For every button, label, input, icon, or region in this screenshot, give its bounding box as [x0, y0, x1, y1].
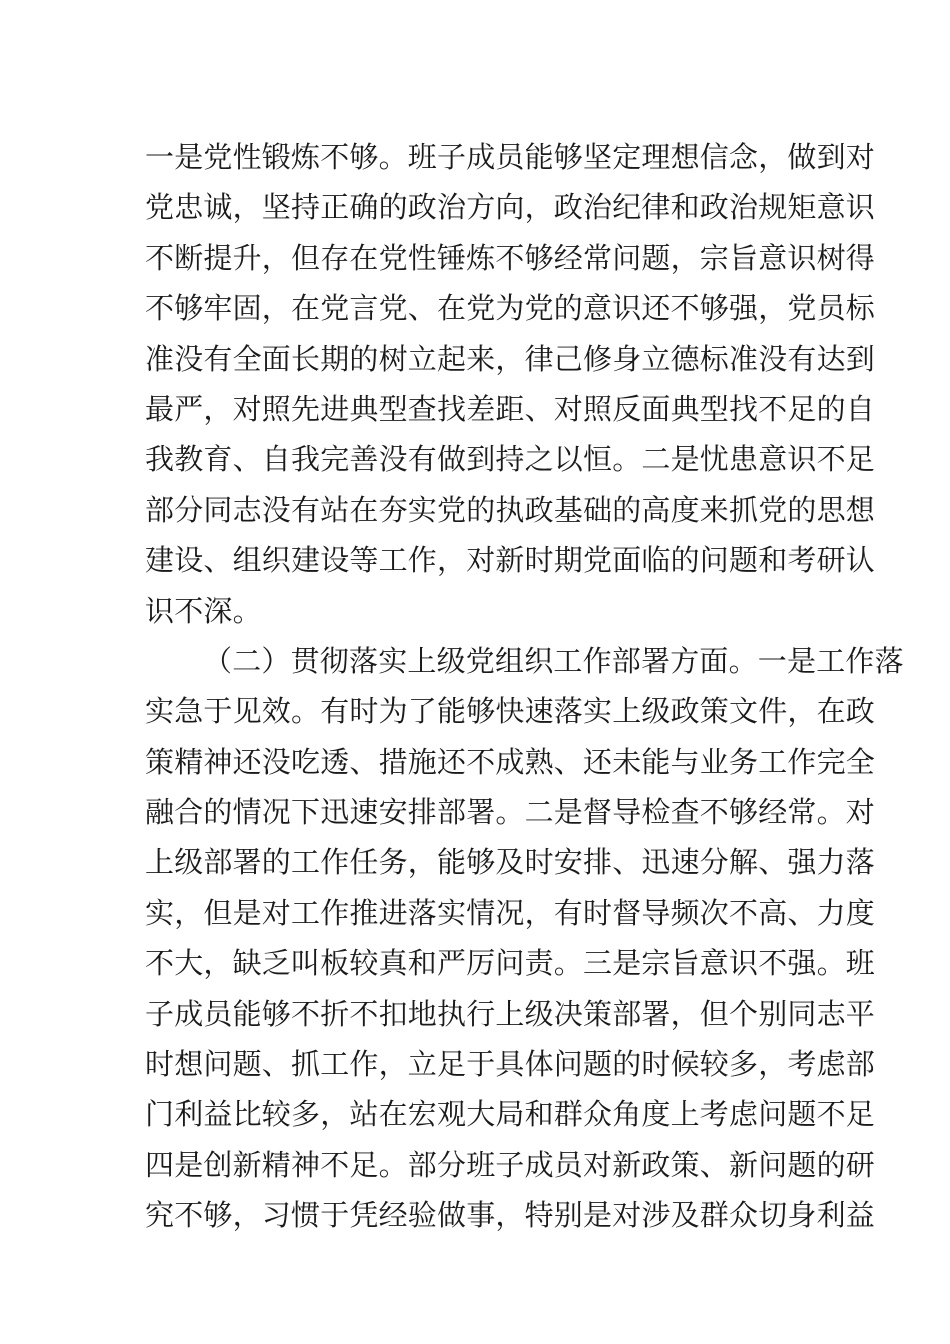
text-line-10: 识不深。: [145, 593, 262, 628]
text-line-21: 四是创新精神不足。部分班子成员对新政策、新问题的研: [145, 1147, 876, 1182]
text-line-3: 不断提升，但存在党性锤炼不够经常问题，宗旨意识树得: [145, 240, 876, 275]
text-line-13: 策精神还没吃透、措施还不成熟、还未能与业务工作完全: [145, 744, 876, 779]
text-line-22: 究不够，习惯于凭经验做事，特别是对涉及群众切身利益: [145, 1198, 876, 1233]
text-line-8: 部分同志没有站在夯实党的执政基础的高度来抓党的思想: [145, 492, 876, 527]
text-line-20: 门利益比较多，站在宏观大局和群众角度上考虑问题不足: [145, 1097, 876, 1132]
text-line-15: 上级部署的工作任务，能够及时安排、迅速分解、强力落: [145, 845, 876, 880]
text-line-6: 最严，对照先进典型查找差距、对照反面典型找不足的自: [145, 391, 876, 426]
text-line-4: 不够牢固，在党言党、在党为党的意识还不够强，党员标: [145, 291, 876, 326]
paragraph-heading-line: （二）贯彻落实上级党组织工作部署方面。一是工作落: [203, 643, 904, 678]
text-line-14: 融合的情况下迅速安排部署。二是督导检查不够经常。对: [145, 795, 876, 830]
body-text: [145, 132, 904, 1241]
text-line-1: 一是党性锻炼不够。班子成员能够坚定理想信念，做到对: [145, 140, 876, 174]
text-line-7: 我教育、自我完善没有做到持之以恒。二是忧患意识不足: [145, 442, 876, 477]
text-line-5: 准没有全面长期的树立起来，律己修身立德标准没有达到: [145, 341, 876, 376]
text-line-2: 党忠诚，坚持正确的政治方向，政治纪律和政治规矩意识: [145, 190, 876, 225]
text-line-16: 实，但是对工作推进落实情况，有时督导频次不高、力度: [145, 895, 876, 930]
text-line-19: 时想问题、抓工作，立足于具体问题的时候较多，考虑部: [145, 1047, 876, 1082]
text-line-9: 建设、组织建设等工作，对新时期党面临的问题和考研认: [145, 543, 876, 578]
text-line-18: 子成员能够不折不扣地执行上级决策部署，但个别同志平: [145, 996, 876, 1031]
text-line-17: 不大，缺乏叫板较真和严厉问责。三是宗旨意识不强。班: [145, 946, 876, 981]
text-line-12: 实急于见效。有时为了能够快速落实上级政策文件，在政: [145, 694, 876, 729]
